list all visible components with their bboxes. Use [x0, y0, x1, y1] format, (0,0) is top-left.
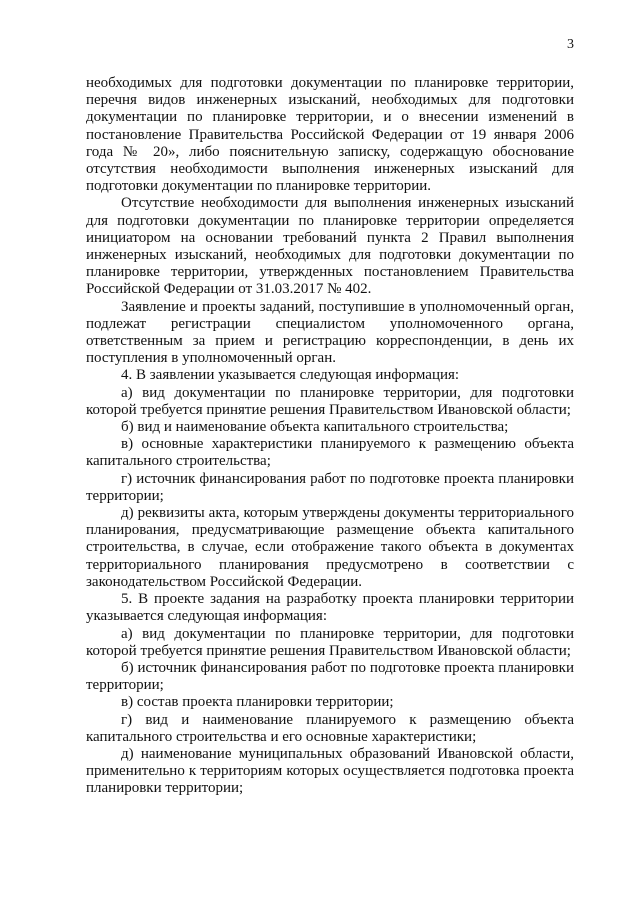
paragraph-5b: б) источник финансирования работ по подготовке проекта планировки территории; [86, 659, 574, 694]
paragraph-continuation: необходимых для подготовки документации по планировке территории, перечня видов инженерных изысканий, необходимых для подготовки документации по планировке территории, и о внесении изменений в постановление Правительства Российской Федерации от 19 января 2006 года № 20», либо пояснительную записку, содержащую обоснование отсутствия необходимости выполнения инженерных изысканий для подготовки документации по планировке территории. [86, 75, 574, 195]
paragraph-5d: д) наименование муниципальных образований Ивановской области, применительно к территориям которых осуществляется подготовка проекта планировки территории; [86, 745, 574, 797]
paragraph-4v: в) основные характеристики планируемого к размещению объекта капитального строительства; [86, 436, 574, 470]
paragraph-5a: а) вид документации по планировке территории, для подготовки которой требуется принятие решения Правительством Ивановской области; [86, 625, 574, 659]
paragraph-registration: Заявление и проекты заданий, поступившие в уполномоченный орган, подлежат регистрации специалистом уполномоченного органа, ответственным за прием и регистрацию корреспонденции, в день их поступления в уполномоченный орган. [86, 298, 574, 367]
paragraph-4d: д) реквизиты акта, которым утверждены документы территориального планирования, предусматривающие размещение объекта капитального строительства, в случае, если отображение такого объекта в документах территориального планирования предусмотрено в соответствии с законодательством Российской Федерации. [86, 505, 574, 590]
paragraph-4-heading: 4. В заявлении указывается следующая информация: [121, 367, 460, 384]
paragraph-5v: в) состав проекта планировки территории; [121, 694, 394, 711]
document-body [86, 75, 574, 798]
paragraph-4g: г) источник финансирования работ по подготовке проекта планировки территории; [86, 470, 574, 504]
paragraph-no-surveys: Отсутствие необходимости для выполнения инженерных изысканий для подготовки документации по планировке территории определяется инициатором на основании требований пункта 2 Правил выполнения инженерных изысканий, необходимых для подготовки документации по планировке территории, утвержденных постановлением Правительства Российской Федерации от 31.03.2017 № 402. [86, 195, 574, 298]
page-number: 3 [567, 37, 574, 52]
paragraph-5-heading: 5. В проекте задания на разработку проекта планировки территории указывается следующая информация: [86, 591, 574, 625]
paragraph-4a: а) вид документации по планировке территории, для подготовки которой требуется принятие решения Правительством Ивановской области; [86, 384, 574, 418]
paragraph-4b: б) вид и наименование объекта капитального строительства; [121, 419, 509, 436]
paragraph-5g: г) вид и наименование планируемого к размещению объекта капитального строительства и его основные характеристики; [86, 711, 574, 745]
